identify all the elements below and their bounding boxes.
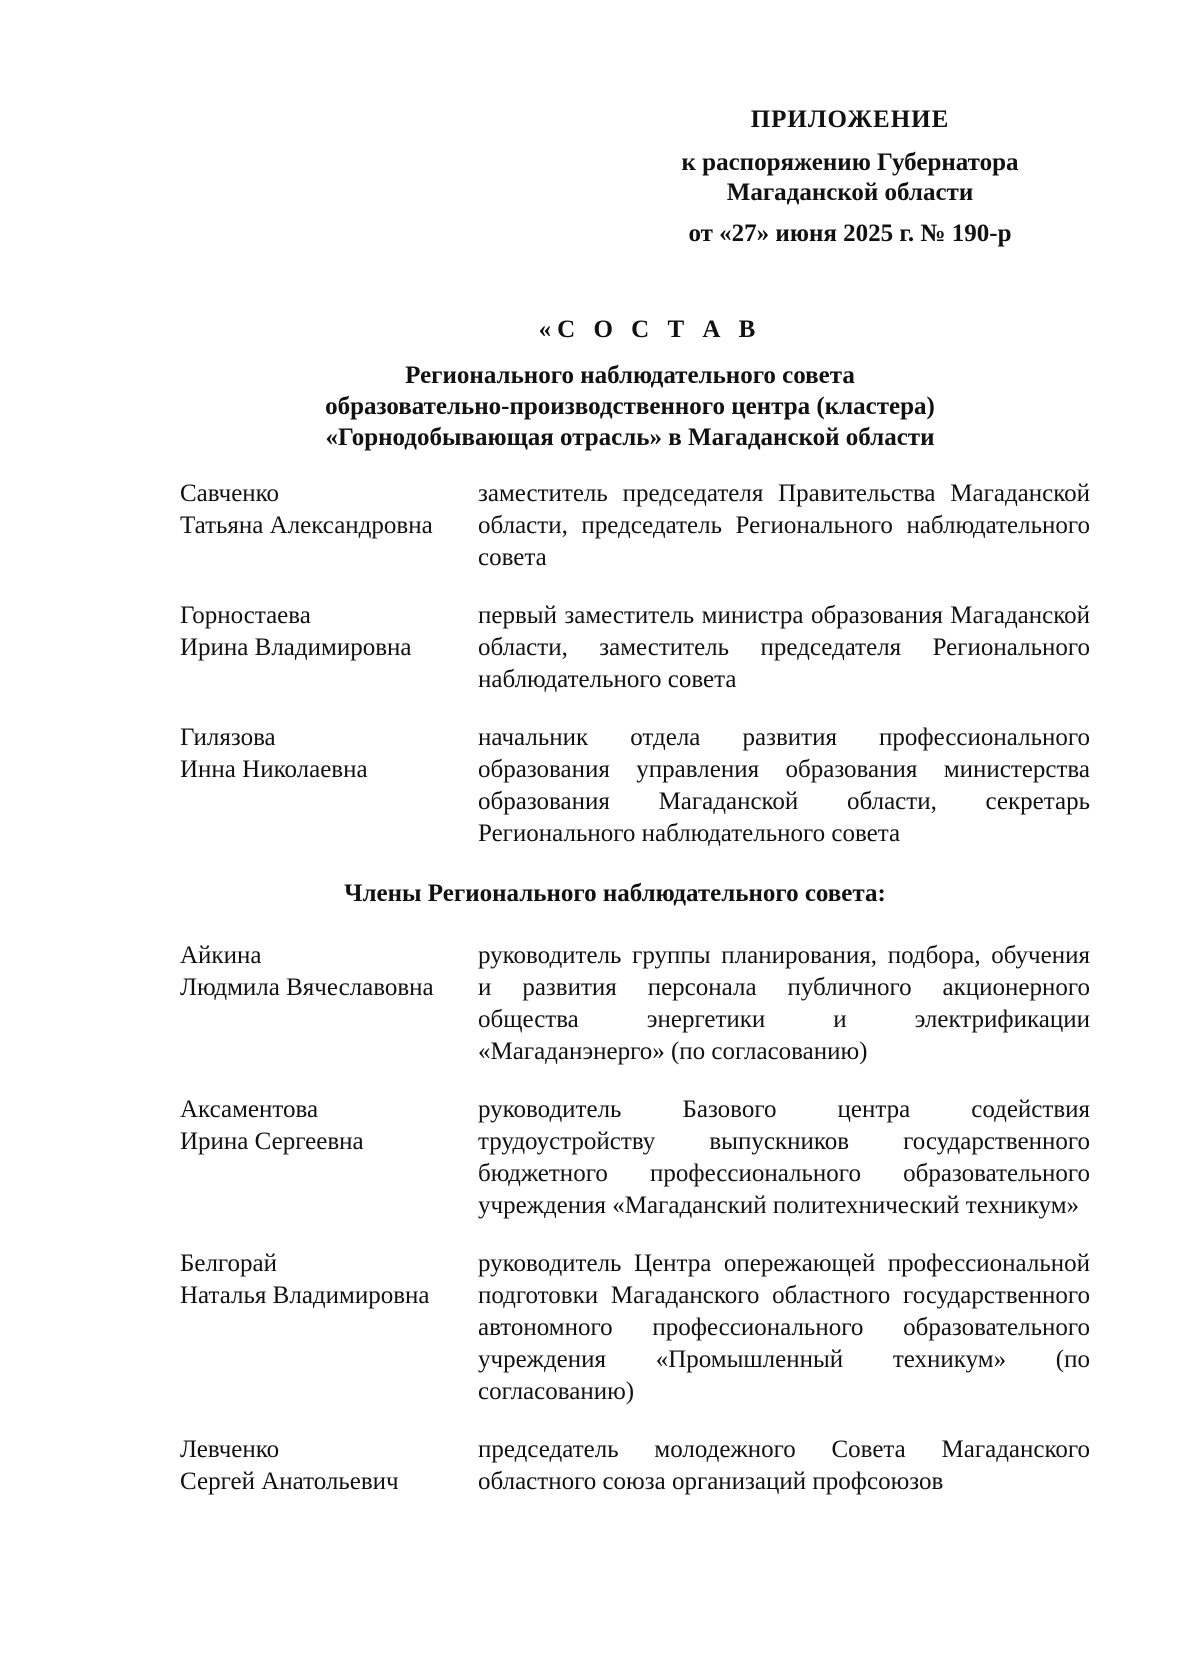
member-role: руководитель группы планирования, подбора, обучения и развития персонала публичного акционерного общества энергетики и электрификации «Магаданэнерго» (по согласованию) <box>478 942 1090 1065</box>
member-surname: Левченко <box>180 1436 280 1463</box>
composition-title: «С О С Т А В <box>538 316 762 343</box>
member-entry-aksamentova <box>180 1094 1090 1222</box>
appendix-region-line: Магаданской области <box>726 179 974 206</box>
member-given-name: Наталья Владимировна <box>180 1282 430 1309</box>
member-entry-gornostaeva <box>180 600 1090 696</box>
member-given-name: Ирина Сергеевна <box>180 1128 364 1155</box>
member-role: руководитель Центра опережающей профессиональной подготовки Магаданского областного государственного автономного профессионального образовательного учреждения «Промышленный техникум» (по согласованию) <box>478 1250 1090 1405</box>
member-given-name: Людмила Вячеславовна <box>180 974 434 1001</box>
member-entry-savchenko <box>180 478 1090 574</box>
appendix-date-line: от «27» июня 2025 г. № 190-р <box>688 220 1012 247</box>
composition-heading <box>130 310 1130 453</box>
member-surname: Гилязова <box>180 724 276 751</box>
member-name <box>180 940 478 1068</box>
member-name <box>180 1434 478 1498</box>
member-surname: Белгорай <box>180 1250 278 1277</box>
composition-line-3: «Горнодобывающая отрасль» в Магаданской области <box>325 424 935 451</box>
appendix-order-line: к распоряжению Губернатора <box>681 149 1019 176</box>
appendix-header <box>600 100 1100 254</box>
member-name <box>180 478 478 574</box>
composition-line-1: Регионального наблюдательного совета <box>405 362 855 389</box>
member-given-name: Инна Николаевна <box>180 756 368 783</box>
member-given-name: Сергей Анатольевич <box>180 1468 399 1495</box>
member-name <box>180 1248 478 1408</box>
member-entry-belgoray <box>180 1248 1090 1408</box>
member-surname: Айкина <box>180 942 262 969</box>
member-surname: Савченко <box>180 480 280 507</box>
member-given-name: Ирина Владимировна <box>180 634 412 661</box>
member-role: первый заместитель министра образования Магаданской области, заместитель председателя Регионального наблюдательного совета <box>478 602 1090 693</box>
member-list <box>180 478 1090 1524</box>
member-role: заместитель председателя Правительства Магаданской области, председатель Регионального наблюдательного совета <box>478 480 1090 571</box>
members-section-heading: Члены Регионального наблюдательного совета: <box>344 880 886 907</box>
member-name <box>180 722 478 850</box>
member-entry-gilyazova <box>180 722 1090 850</box>
composition-line-2: образовательно-производственного центра (кластера) <box>325 393 935 420</box>
member-entry-aykina <box>180 940 1090 1068</box>
appendix-title: ПРИЛОЖЕНИЕ <box>750 106 950 133</box>
member-given-name: Татьяна Александровна <box>180 512 433 539</box>
member-name <box>180 1094 478 1222</box>
member-role: начальник отдела развития профессионального образования управления образования министерства образования Магаданской области, секретарь Регионального наблюдательного совета <box>478 724 1090 847</box>
member-role: председатель молодежного Совета Магаданского областного союза организаций профсоюзов <box>478 1436 1090 1495</box>
member-role: руководитель Базового центра содействия трудоустройству выпускников государственного бюджетного профессионального образовательного учреждения «Магаданский политехнический техникум» <box>478 1096 1090 1219</box>
member-surname: Горностаева <box>180 602 311 629</box>
member-entry-levchenko <box>180 1434 1090 1498</box>
member-surname: Аксаментова <box>180 1096 319 1123</box>
member-name <box>180 600 478 696</box>
